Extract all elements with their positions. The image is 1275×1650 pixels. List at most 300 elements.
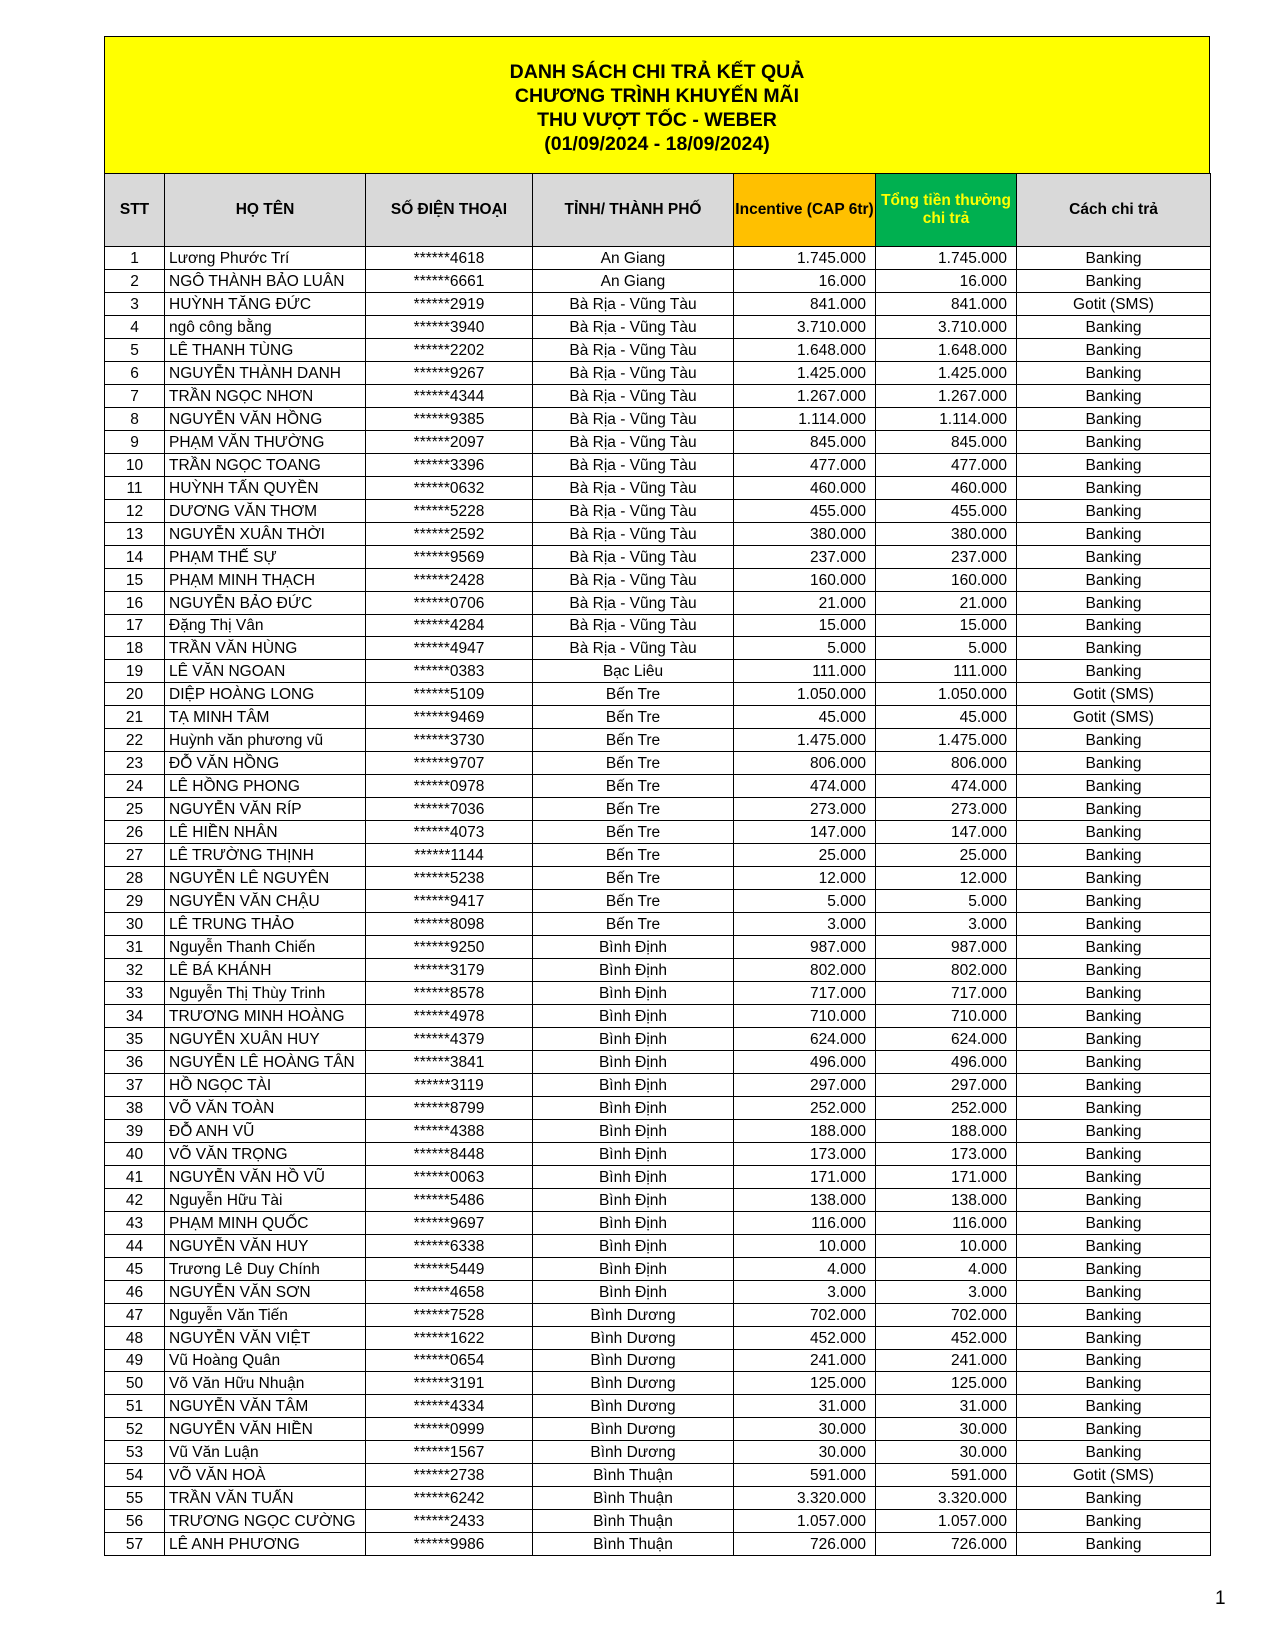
- cell-phone: ******9986: [366, 1533, 533, 1556]
- cell-phone: ******3396: [366, 453, 533, 476]
- cell-incentive: 717.000: [734, 982, 876, 1005]
- cell-name: PHẠM MINH THẠCH: [165, 568, 366, 591]
- cell-method: Banking: [1017, 591, 1211, 614]
- table-row: [105, 361, 1211, 384]
- table-row: [105, 936, 1211, 959]
- cell-method: Banking: [1017, 1119, 1211, 1142]
- cell-name: Nguyễn Thanh Chiến: [165, 936, 366, 959]
- cell-stt: 42: [105, 1188, 165, 1211]
- cell-phone: ******4978: [366, 1004, 533, 1027]
- table-row: [105, 706, 1211, 729]
- cell-name: LÊ BÁ KHÁNH: [165, 959, 366, 982]
- cell-name: TRƯƠNG MINH HOÀNG: [165, 1004, 366, 1027]
- table-row: [105, 315, 1211, 338]
- cell-method: Banking: [1017, 660, 1211, 683]
- table-row: [105, 660, 1211, 683]
- cell-total: 12.000: [876, 867, 1017, 890]
- cell-incentive: 702.000: [734, 1303, 876, 1326]
- cell-total: 5.000: [876, 637, 1017, 660]
- cell-incentive: 802.000: [734, 959, 876, 982]
- cell-phone: ******6338: [366, 1234, 533, 1257]
- table-row: [105, 775, 1211, 798]
- cell-incentive: 710.000: [734, 1004, 876, 1027]
- table-row: [105, 407, 1211, 430]
- title-line-2: CHƯƠNG TRÌNH KHUYẾN MÃI: [514, 85, 800, 107]
- cell-total: 1.267.000: [876, 384, 1017, 407]
- cell-stt: 49: [105, 1349, 165, 1372]
- cell-province: Bình Định: [533, 1027, 734, 1050]
- cell-incentive: 841.000: [734, 292, 876, 315]
- cell-method: Banking: [1017, 729, 1211, 752]
- cell-province: Bình Định: [533, 1142, 734, 1165]
- cell-province: Bến Tre: [533, 821, 734, 844]
- cell-incentive: 726.000: [734, 1533, 876, 1556]
- cell-name: VÕ VĂN TRỌNG: [165, 1142, 366, 1165]
- table-row: [105, 1303, 1211, 1326]
- cell-incentive: 4.000: [734, 1257, 876, 1280]
- cell-method: Gotit (SMS): [1017, 706, 1211, 729]
- cell-name: NGUYỄN LÊ NGUYÊN: [165, 867, 366, 890]
- cell-incentive: 1.267.000: [734, 384, 876, 407]
- header-method: Cách chi trả: [1017, 174, 1211, 247]
- cell-name: NGÔ THÀNH BẢO LUÂN: [165, 269, 366, 292]
- cell-name: NGUYỄN VĂN VIỆT: [165, 1326, 366, 1349]
- cell-total: 455.000: [876, 499, 1017, 522]
- cell-stt: 34: [105, 1004, 165, 1027]
- cell-province: Bến Tre: [533, 729, 734, 752]
- cell-phone: ******0978: [366, 775, 533, 798]
- cell-name: PHẠM MINH QUỐC: [165, 1211, 366, 1234]
- table-row: [105, 499, 1211, 522]
- cell-total: 138.000: [876, 1188, 1017, 1211]
- cell-total: 726.000: [876, 1533, 1017, 1556]
- cell-phone: ******4284: [366, 614, 533, 637]
- cell-method: Banking: [1017, 959, 1211, 982]
- cell-stt: 5: [105, 338, 165, 361]
- cell-name: NGUYỄN VĂN RÍP: [165, 798, 366, 821]
- cell-name: Đặng Thị Vân: [165, 614, 366, 637]
- cell-province: Bình Thuận: [533, 1464, 734, 1487]
- cell-stt: 52: [105, 1418, 165, 1441]
- cell-name: LÊ VĂN NGOAN: [165, 660, 366, 683]
- cell-province: Bình Định: [533, 1004, 734, 1027]
- cell-method: Banking: [1017, 269, 1211, 292]
- cell-total: 845.000: [876, 430, 1017, 453]
- cell-phone: ******8578: [366, 982, 533, 1005]
- cell-phone: ******0063: [366, 1165, 533, 1188]
- cell-total: 25.000: [876, 844, 1017, 867]
- cell-stt: 47: [105, 1303, 165, 1326]
- cell-method: Banking: [1017, 1234, 1211, 1257]
- cell-name: LÊ ANH PHƯƠNG: [165, 1533, 366, 1556]
- cell-total: 806.000: [876, 752, 1017, 775]
- cell-incentive: 138.000: [734, 1188, 876, 1211]
- cell-province: Bình Dương: [533, 1395, 734, 1418]
- cell-province: Bà Rịa - Vũng Tàu: [533, 614, 734, 637]
- cell-phone: ******1144: [366, 844, 533, 867]
- cell-stt: 38: [105, 1096, 165, 1119]
- cell-name: HUỲNH TẤN QUYỀN: [165, 476, 366, 499]
- cell-name: NGUYỄN BẢO ĐỨC: [165, 591, 366, 614]
- cell-name: Vũ Hoàng Quân: [165, 1349, 366, 1372]
- cell-name: Lương Phước Trí: [165, 247, 366, 270]
- cell-incentive: 460.000: [734, 476, 876, 499]
- cell-method: Banking: [1017, 1050, 1211, 1073]
- cell-name: Nguyễn Văn Tiến: [165, 1303, 366, 1326]
- cell-name: PHẠM THẾ SỰ: [165, 545, 366, 568]
- cell-name: NGUYỄN VĂN HIỀN: [165, 1418, 366, 1441]
- header-stt: STT: [105, 174, 165, 247]
- cell-stt: 15: [105, 568, 165, 591]
- cell-province: Bình Thuận: [533, 1533, 734, 1556]
- cell-total: 1.057.000: [876, 1510, 1017, 1533]
- title-line-1: DANH SÁCH CHI TRẢ KẾT QUẢ: [509, 61, 805, 83]
- cell-method: Banking: [1017, 1487, 1211, 1510]
- cell-method: Banking: [1017, 430, 1211, 453]
- cell-name: LÊ THANH TÙNG: [165, 338, 366, 361]
- header-row: [105, 174, 1211, 247]
- cell-province: Bà Rịa - Vũng Tàu: [533, 315, 734, 338]
- cell-total: 3.710.000: [876, 315, 1017, 338]
- cell-name: Nguyễn Hữu Tài: [165, 1188, 366, 1211]
- cell-phone: ******8448: [366, 1142, 533, 1165]
- cell-incentive: 1.050.000: [734, 683, 876, 706]
- cell-name: LÊ TRƯỜNG THỊNH: [165, 844, 366, 867]
- table-row: [105, 1188, 1211, 1211]
- cell-incentive: 16.000: [734, 269, 876, 292]
- cell-method: Banking: [1017, 1418, 1211, 1441]
- cell-province: Bà Rịa - Vũng Tàu: [533, 545, 734, 568]
- cell-incentive: 241.000: [734, 1349, 876, 1372]
- cell-stt: 11: [105, 476, 165, 499]
- cell-province: Bình Định: [533, 1257, 734, 1280]
- cell-total: 710.000: [876, 1004, 1017, 1027]
- cell-total: 188.000: [876, 1119, 1017, 1142]
- cell-phone: ******7528: [366, 1303, 533, 1326]
- cell-incentive: 845.000: [734, 430, 876, 453]
- cell-stt: 24: [105, 775, 165, 798]
- cell-name: ĐỖ VĂN HỒNG: [165, 752, 366, 775]
- cell-total: 460.000: [876, 476, 1017, 499]
- cell-phone: ******0654: [366, 1349, 533, 1372]
- cell-total: 252.000: [876, 1096, 1017, 1119]
- cell-province: Bình Định: [533, 1165, 734, 1188]
- cell-method: Banking: [1017, 338, 1211, 361]
- table-row: [105, 591, 1211, 614]
- cell-stt: 37: [105, 1073, 165, 1096]
- cell-incentive: 1.745.000: [734, 247, 876, 270]
- cell-phone: ******9707: [366, 752, 533, 775]
- cell-total: 3.000: [876, 913, 1017, 936]
- cell-stt: 28: [105, 867, 165, 890]
- table-row: [105, 1349, 1211, 1372]
- cell-name: TRẦN VĂN HÙNG: [165, 637, 366, 660]
- cell-stt: 8: [105, 407, 165, 430]
- cell-phone: ******1622: [366, 1326, 533, 1349]
- cell-name: NGUYỄN VĂN SƠN: [165, 1280, 366, 1303]
- cell-province: Bà Rịa - Vũng Tàu: [533, 476, 734, 499]
- cell-name: TRẦN VĂN TUẤN: [165, 1487, 366, 1510]
- table-row: [105, 683, 1211, 706]
- cell-total: 802.000: [876, 959, 1017, 982]
- cell-phone: ******2433: [366, 1510, 533, 1533]
- cell-total: 3.000: [876, 1280, 1017, 1303]
- cell-phone: ******7036: [366, 798, 533, 821]
- cell-method: Banking: [1017, 499, 1211, 522]
- cell-province: Bình Định: [533, 936, 734, 959]
- table-body: [105, 247, 1211, 1556]
- cell-total: 21.000: [876, 591, 1017, 614]
- cell-name: DIỆP HOÀNG LONG: [165, 683, 366, 706]
- cell-phone: ******2428: [366, 568, 533, 591]
- cell-stt: 1: [105, 247, 165, 270]
- cell-phone: ******5449: [366, 1257, 533, 1280]
- cell-stt: 54: [105, 1464, 165, 1487]
- header-total: Tổng tiền thưởng chi trả: [876, 174, 1017, 247]
- cell-province: Bà Rịa - Vũng Tàu: [533, 292, 734, 315]
- cell-total: 31.000: [876, 1395, 1017, 1418]
- cell-province: Bà Rịa - Vũng Tàu: [533, 384, 734, 407]
- title-line-3: THU VƯỢT TỐC - WEBER: [537, 109, 777, 131]
- cell-method: Banking: [1017, 247, 1211, 270]
- header-province: TỈNH/ THÀNH PHỐ: [533, 174, 734, 247]
- cell-name: Vũ Văn Luận: [165, 1441, 366, 1464]
- cell-incentive: 173.000: [734, 1142, 876, 1165]
- cell-method: Banking: [1017, 752, 1211, 775]
- cell-incentive: 806.000: [734, 752, 876, 775]
- cell-stt: 20: [105, 683, 165, 706]
- cell-phone: ******9250: [366, 936, 533, 959]
- cell-total: 624.000: [876, 1027, 1017, 1050]
- cell-total: 1.050.000: [876, 683, 1017, 706]
- cell-method: Banking: [1017, 1165, 1211, 1188]
- cell-province: Bà Rịa - Vũng Tàu: [533, 591, 734, 614]
- cell-incentive: 474.000: [734, 775, 876, 798]
- cell-stt: 55: [105, 1487, 165, 1510]
- table-row: [105, 476, 1211, 499]
- cell-province: Bà Rịa - Vũng Tàu: [533, 407, 734, 430]
- cell-province: Bến Tre: [533, 890, 734, 913]
- table-row: [105, 752, 1211, 775]
- cell-total: 702.000: [876, 1303, 1017, 1326]
- cell-name: LÊ HỒNG PHONG: [165, 775, 366, 798]
- cell-name: NGUYỄN XUÂN THỜI: [165, 522, 366, 545]
- cell-province: Bến Tre: [533, 913, 734, 936]
- cell-province: Bình Dương: [533, 1418, 734, 1441]
- table-row: [105, 959, 1211, 982]
- table-row: [105, 729, 1211, 752]
- cell-name: ngô công bằng: [165, 315, 366, 338]
- cell-name: PHẠM VĂN THƯỜNG: [165, 430, 366, 453]
- table-row: [105, 798, 1211, 821]
- cell-stt: 56: [105, 1510, 165, 1533]
- cell-method: Banking: [1017, 1004, 1211, 1027]
- cell-phone: ******0632: [366, 476, 533, 499]
- cell-total: 1.425.000: [876, 361, 1017, 384]
- cell-incentive: 45.000: [734, 706, 876, 729]
- cell-phone: ******1567: [366, 1441, 533, 1464]
- cell-province: Bình Định: [533, 1280, 734, 1303]
- cell-phone: ******9417: [366, 890, 533, 913]
- cell-total: 116.000: [876, 1211, 1017, 1234]
- cell-stt: 16: [105, 591, 165, 614]
- cell-total: 1.745.000: [876, 247, 1017, 270]
- cell-phone: ******0383: [366, 660, 533, 683]
- cell-stt: 44: [105, 1234, 165, 1257]
- header-incentive: Incentive (CAP 6tr): [734, 174, 876, 247]
- cell-phone: ******6242: [366, 1487, 533, 1510]
- cell-phone: ******3119: [366, 1073, 533, 1096]
- table-row: [105, 614, 1211, 637]
- table-row: [105, 568, 1211, 591]
- table-row: [105, 430, 1211, 453]
- cell-phone: ******2097: [366, 430, 533, 453]
- cell-method: Banking: [1017, 1211, 1211, 1234]
- cell-incentive: 3.000: [734, 1280, 876, 1303]
- cell-phone: ******4618: [366, 247, 533, 270]
- cell-total: 125.000: [876, 1372, 1017, 1395]
- table-row: [105, 1372, 1211, 1395]
- cell-stt: 30: [105, 913, 165, 936]
- cell-stt: 33: [105, 982, 165, 1005]
- cell-method: Banking: [1017, 798, 1211, 821]
- cell-incentive: 15.000: [734, 614, 876, 637]
- cell-total: 10.000: [876, 1234, 1017, 1257]
- cell-name: ĐỖ ANH VŨ: [165, 1119, 366, 1142]
- cell-incentive: 252.000: [734, 1096, 876, 1119]
- table-row: [105, 1487, 1211, 1510]
- table-row: [105, 982, 1211, 1005]
- cell-province: Bà Rịa - Vũng Tàu: [533, 430, 734, 453]
- cell-total: 160.000: [876, 568, 1017, 591]
- cell-incentive: 147.000: [734, 821, 876, 844]
- cell-stt: 23: [105, 752, 165, 775]
- cell-stt: 43: [105, 1211, 165, 1234]
- cell-name: NGUYỄN THÀNH DANH: [165, 361, 366, 384]
- cell-phone: ******8098: [366, 913, 533, 936]
- payout-sheet: [104, 36, 1210, 1556]
- cell-incentive: 455.000: [734, 499, 876, 522]
- cell-stt: 40: [105, 1142, 165, 1165]
- cell-province: Bà Rịa - Vũng Tàu: [533, 453, 734, 476]
- cell-phone: ******3730: [366, 729, 533, 752]
- cell-province: Bình Định: [533, 1073, 734, 1096]
- cell-method: Gotit (SMS): [1017, 292, 1211, 315]
- cell-total: 173.000: [876, 1142, 1017, 1165]
- cell-incentive: 30.000: [734, 1418, 876, 1441]
- cell-phone: ******4334: [366, 1395, 533, 1418]
- title-block: [104, 36, 1210, 173]
- cell-phone: ******4379: [366, 1027, 533, 1050]
- cell-phone: ******0706: [366, 591, 533, 614]
- table-row: [105, 1533, 1211, 1556]
- cell-name: TRƯƠNG NGỌC CƯỜNG: [165, 1510, 366, 1533]
- cell-total: 1.648.000: [876, 338, 1017, 361]
- table-row: [105, 1027, 1211, 1050]
- cell-total: 30.000: [876, 1441, 1017, 1464]
- cell-stt: 4: [105, 315, 165, 338]
- cell-province: Bà Rịa - Vũng Tàu: [533, 637, 734, 660]
- cell-method: Banking: [1017, 1326, 1211, 1349]
- cell-province: Bình Dương: [533, 1441, 734, 1464]
- cell-phone: ******5228: [366, 499, 533, 522]
- cell-incentive: 10.000: [734, 1234, 876, 1257]
- cell-name: NGUYỄN VĂN CHẬU: [165, 890, 366, 913]
- cell-total: 237.000: [876, 545, 1017, 568]
- cell-total: 987.000: [876, 936, 1017, 959]
- cell-incentive: 297.000: [734, 1073, 876, 1096]
- cell-phone: ******2738: [366, 1464, 533, 1487]
- cell-province: Bình Dương: [533, 1303, 734, 1326]
- table-row: [105, 1418, 1211, 1441]
- cell-method: Banking: [1017, 1533, 1211, 1556]
- cell-name: HỒ NGỌC TÀI: [165, 1073, 366, 1096]
- cell-stt: 14: [105, 545, 165, 568]
- cell-method: Banking: [1017, 476, 1211, 499]
- cell-province: Bình Định: [533, 1096, 734, 1119]
- table-row: [105, 844, 1211, 867]
- table-row: [105, 522, 1211, 545]
- cell-name: Võ Văn Hữu Nhuận: [165, 1372, 366, 1395]
- table-row: [105, 1142, 1211, 1165]
- cell-total: 496.000: [876, 1050, 1017, 1073]
- cell-total: 111.000: [876, 660, 1017, 683]
- cell-incentive: 1.057.000: [734, 1510, 876, 1533]
- cell-incentive: 116.000: [734, 1211, 876, 1234]
- table-row: [105, 913, 1211, 936]
- table-row: [105, 545, 1211, 568]
- cell-total: 474.000: [876, 775, 1017, 798]
- cell-total: 241.000: [876, 1349, 1017, 1372]
- cell-method: Banking: [1017, 1303, 1211, 1326]
- cell-method: Banking: [1017, 1395, 1211, 1418]
- table-row: [105, 867, 1211, 890]
- table-row: [105, 1280, 1211, 1303]
- cell-name: Huỳnh văn phương vũ: [165, 729, 366, 752]
- cell-method: Banking: [1017, 821, 1211, 844]
- cell-name: NGUYỄN VĂN HUY: [165, 1234, 366, 1257]
- cell-stt: 3: [105, 292, 165, 315]
- cell-method: Banking: [1017, 936, 1211, 959]
- cell-phone: ******0999: [366, 1418, 533, 1441]
- cell-total: 5.000: [876, 890, 1017, 913]
- cell-phone: ******4947: [366, 637, 533, 660]
- cell-method: Banking: [1017, 568, 1211, 591]
- cell-method: Banking: [1017, 890, 1211, 913]
- cell-phone: ******3940: [366, 315, 533, 338]
- cell-stt: 6: [105, 361, 165, 384]
- cell-method: Banking: [1017, 1027, 1211, 1050]
- cell-phone: ******9385: [366, 407, 533, 430]
- cell-stt: 27: [105, 844, 165, 867]
- cell-name: TRẦN NGỌC TOANG: [165, 453, 366, 476]
- cell-province: Bình Thuận: [533, 1487, 734, 1510]
- cell-stt: 18: [105, 637, 165, 660]
- cell-stt: 35: [105, 1027, 165, 1050]
- cell-total: 147.000: [876, 821, 1017, 844]
- cell-stt: 50: [105, 1372, 165, 1395]
- cell-method: Banking: [1017, 637, 1211, 660]
- cell-method: Banking: [1017, 545, 1211, 568]
- cell-province: An Giang: [533, 247, 734, 270]
- cell-phone: ******5109: [366, 683, 533, 706]
- cell-total: 1.475.000: [876, 729, 1017, 752]
- cell-method: Banking: [1017, 844, 1211, 867]
- cell-name: NGUYỄN VĂN HỒNG: [165, 407, 366, 430]
- cell-stt: 57: [105, 1533, 165, 1556]
- cell-stt: 25: [105, 798, 165, 821]
- cell-stt: 48: [105, 1326, 165, 1349]
